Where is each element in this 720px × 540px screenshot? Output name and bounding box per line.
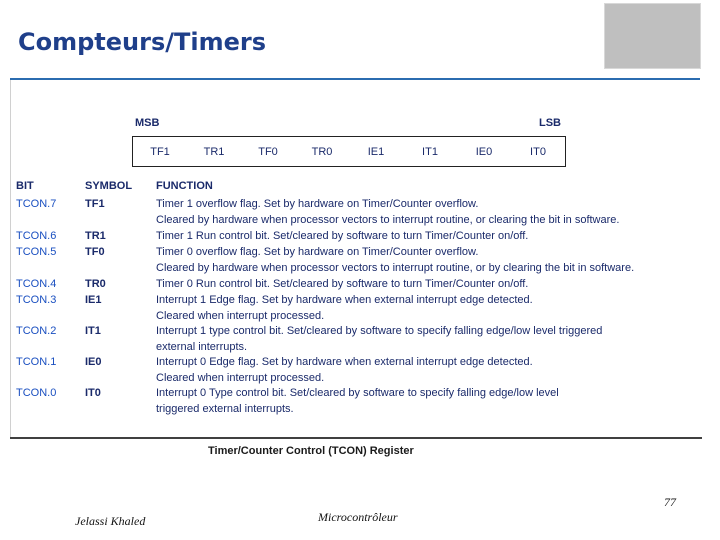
function-line: Timer 1 overflow flag. Set by hardware on Timer/Counter overflow. xyxy=(156,198,479,210)
page-title: Compteurs/Timers xyxy=(18,28,267,56)
bit-symbol: TR0 xyxy=(85,278,106,290)
bit-function xyxy=(156,293,533,324)
function-line: external interrupts. xyxy=(156,340,248,353)
bit-cell: TF1 xyxy=(150,145,170,158)
bit-function xyxy=(156,197,619,228)
bit-name: TCON.6 xyxy=(16,230,57,242)
function-line: Interrupt 0 Type control bit. Set/cleared by software to specify falling edge/low level xyxy=(156,387,559,399)
bit-function xyxy=(156,355,533,386)
header-function: FUNCTION xyxy=(156,180,213,192)
function-line: Interrupt 0 Edge flag. Set by hardware when external interrupt edge detected. xyxy=(156,356,533,368)
function-line: Timer 1 Run control bit. Set/cleared by software to turn Timer/Counter on/off. xyxy=(156,230,529,242)
function-line: Timer 0 Run control bit. Set/cleared by software to turn Timer/Counter on/off. xyxy=(156,278,529,290)
figure-caption: Timer/Counter Control (TCON) Register xyxy=(208,445,414,457)
header-bit: BIT xyxy=(16,180,34,192)
bit-layout-table xyxy=(132,136,566,167)
bit-name: TCON.0 xyxy=(16,387,57,399)
bit-cell: IT0 xyxy=(530,145,546,158)
bit-function xyxy=(156,229,528,245)
footer-course: Microcontrôleur xyxy=(318,510,398,524)
bit-name: TCON.7 xyxy=(16,198,57,210)
bit-name: TCON.2 xyxy=(16,325,57,337)
page-number: 77 xyxy=(664,495,676,509)
bit-cell: TR0 xyxy=(311,145,333,158)
bit-name: TCON.1 xyxy=(16,356,57,368)
footer-author: Jelassi Khaled xyxy=(75,514,146,528)
bit-function xyxy=(156,277,528,293)
bit-cell: TR1 xyxy=(203,145,225,158)
bit-symbol: IE0 xyxy=(85,356,102,368)
header-symbol: SYMBOL xyxy=(85,180,133,192)
bit-symbol: IE1 xyxy=(85,294,102,306)
bit-cell: IE1 xyxy=(367,145,385,158)
function-line: Cleared by hardware when processor vectors to interrupt routine, or clearing the bit in software. xyxy=(156,213,620,226)
bit-symbol: TF1 xyxy=(85,198,105,210)
bit-name: TCON.4 xyxy=(16,278,57,290)
function-line: Cleared when interrupt processed. xyxy=(156,309,325,322)
bit-symbol: TR1 xyxy=(85,230,106,242)
bit-function xyxy=(156,245,634,276)
msb-label: MSB xyxy=(135,117,160,129)
bit-name: TCON.3 xyxy=(16,294,57,306)
bit-symbol: TF0 xyxy=(85,246,105,258)
bit-cell: IT1 xyxy=(422,145,438,158)
lsb-label: LSB xyxy=(539,117,561,129)
title-divider xyxy=(10,78,700,80)
function-line: Timer 0 overflow flag. Set by hardware on Timer/Counter overflow. xyxy=(156,246,479,258)
bottom-divider xyxy=(10,437,702,439)
function-line: Cleared when interrupt processed. xyxy=(156,371,325,384)
bit-function xyxy=(156,386,559,417)
function-line: Interrupt 1 type control bit. Set/cleared by software to specify falling edge/low level triggered xyxy=(156,325,603,337)
bit-symbol: IT1 xyxy=(85,325,101,337)
function-line: triggered external interrupts. xyxy=(156,402,294,415)
left-border-line xyxy=(10,80,11,438)
bit-function xyxy=(156,324,602,355)
function-line: Cleared by hardware when processor vectors to interrupt routine, or by clearing the bit in software. xyxy=(156,261,635,274)
bit-cell: TF0 xyxy=(258,145,278,158)
bit-symbol: IT0 xyxy=(85,387,101,399)
function-line: Interrupt 1 Edge flag. Set by hardware when external interrupt edge detected. xyxy=(156,294,533,306)
bit-cell: IE0 xyxy=(475,145,493,158)
bit-name: TCON.5 xyxy=(16,246,57,258)
corner-placeholder-box xyxy=(604,3,701,69)
